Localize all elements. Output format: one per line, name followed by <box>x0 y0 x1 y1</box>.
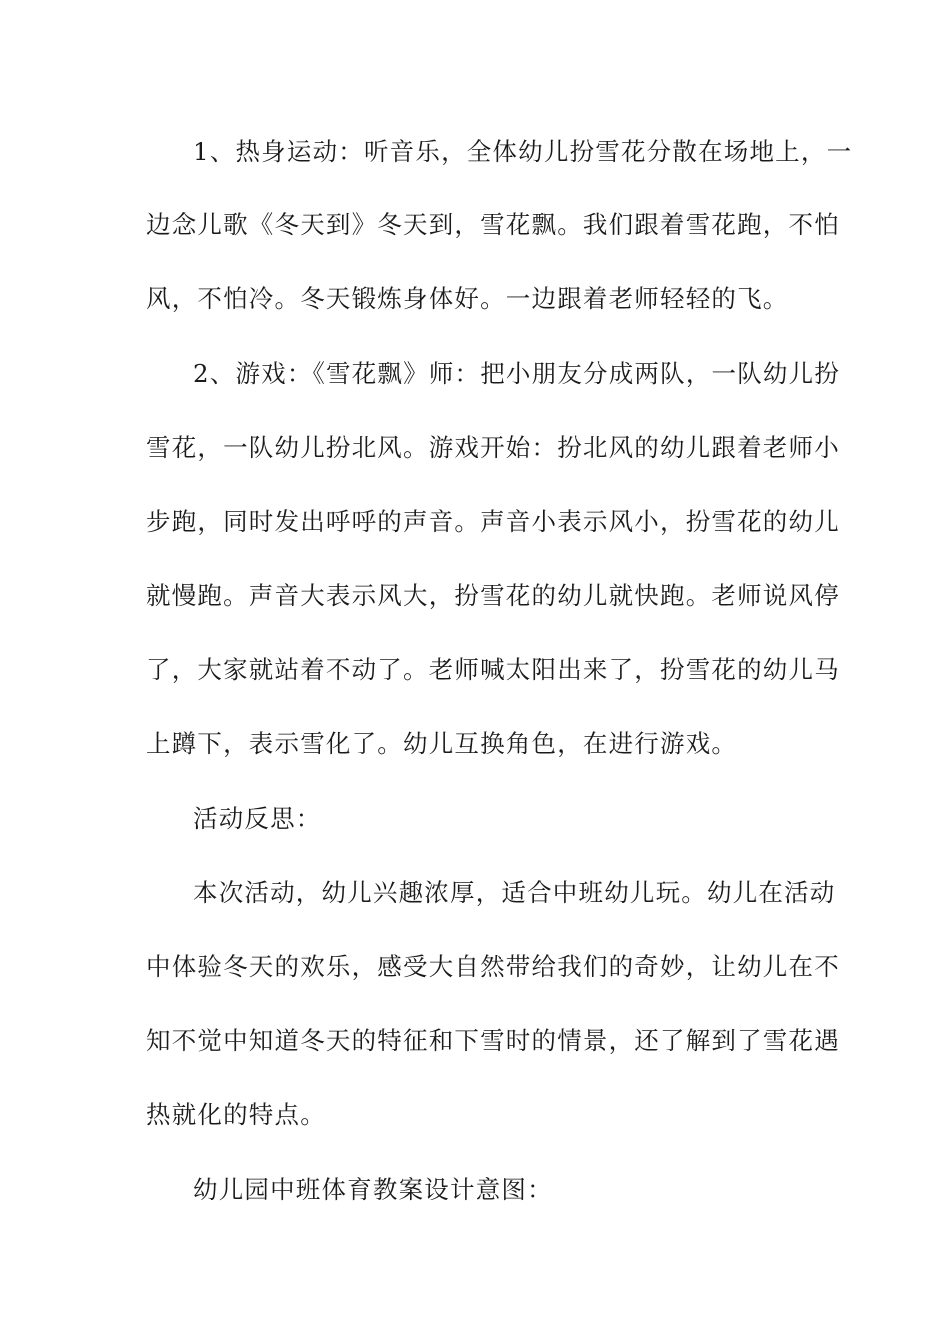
section-heading-design-intent: 幼儿园中班体育教案设计意图： <box>193 1175 553 1204</box>
paragraph-2-line-3: 步跑，同时发出呼呼的声音。声音小表示风小，扮雪花的幼儿 <box>146 507 840 536</box>
paragraph-1-line-2: 边念儿歌《冬天到》冬天到，雪花飘。我们跟着雪花跑，不怕 <box>146 210 840 239</box>
paragraph-4-line-4: 热就化的特点。 <box>146 1100 326 1129</box>
paragraph-1-line-3: 风，不怕冷。冬天锻炼身体好。一边跟着老师轻轻的飞。 <box>146 284 789 313</box>
paragraph-4-line-3: 知不觉中知道冬天的特征和下雪时的情景，还了解到了雪花遇 <box>146 1026 840 1055</box>
section-heading-reflection: 活动反思： <box>193 804 322 833</box>
paragraph-2-line-2: 雪花，一队幼儿扮北风。游戏开始：扮北风的幼儿跟着老师小 <box>146 433 840 462</box>
paragraph-4-line-2: 中体验冬天的欢乐，感受大自然带给我们的奇妙，让幼儿在不 <box>146 952 840 981</box>
paragraph-4-line-1: 本次活动，幼儿兴趣浓厚，适合中班幼儿玩。幼儿在活动 <box>193 878 836 907</box>
paragraph-1-line-1: 1、热身运动：听音乐，全体幼儿扮雪花分散在场地上，一 <box>193 137 853 166</box>
paragraph-2-line-1: 2、游戏：《雪花飘》师：把小朋友分成两队，一队幼儿扮 <box>193 359 841 388</box>
paragraph-2-line-6: 上蹲下，表示雪化了。幼儿互换角色，在进行游戏。 <box>146 729 738 758</box>
paragraph-2-line-4: 就慢跑。声音大表示风大，扮雪花的幼儿就快跑。老师说风停 <box>146 581 840 610</box>
paragraph-2-line-5: 了，大家就站着不动了。老师喊太阳出来了，扮雪花的幼儿马 <box>146 655 840 684</box>
